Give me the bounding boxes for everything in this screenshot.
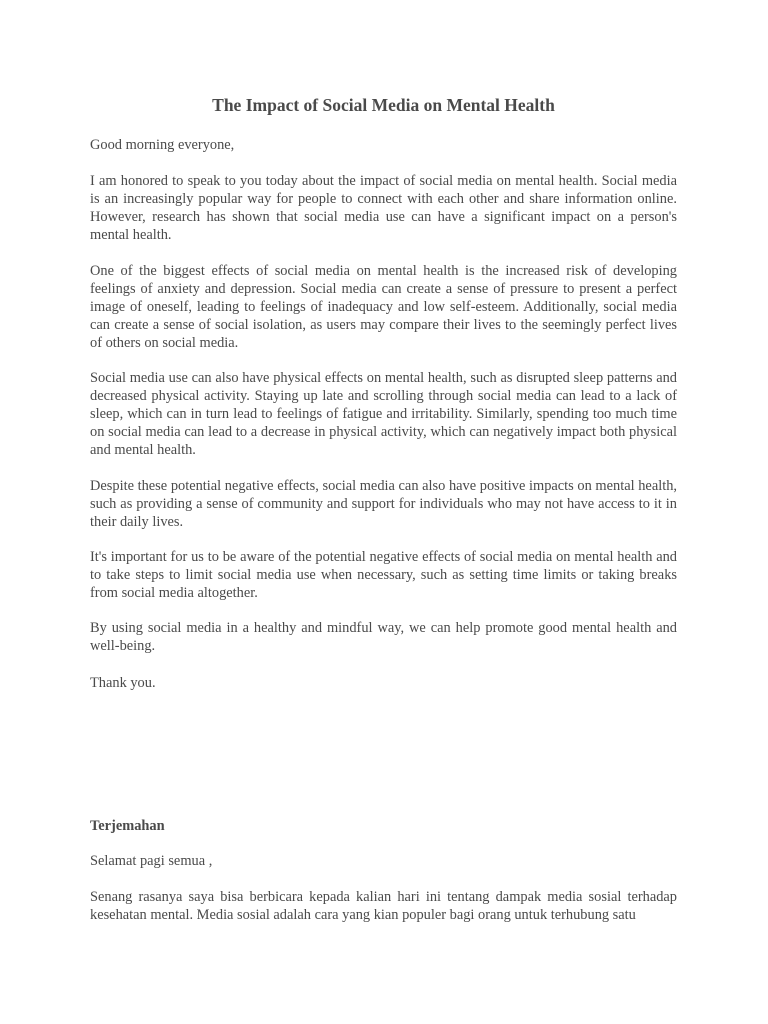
- closing-text: Thank you.: [90, 675, 156, 691]
- paragraph-mindful-use: By using social media in a healthy and mindful way, we can help promote good mental health and well-being.: [90, 620, 677, 654]
- translation-greeting: Selamat pagi semua ,: [90, 853, 213, 869]
- paragraph-awareness: It's important for us to be aware of the potential negative effects of social media on mental health and to take steps to limit social media use when necessary, such as setting time limits or taking breaks from social media altogether.: [90, 549, 677, 601]
- greeting-text: Good morning everyone,: [90, 137, 235, 153]
- paragraph-positive-impacts: Despite these potential negative effects, social media can also have positive impacts on mental health, such as providing a sense of community and support for individuals who may not have access to it in their daily lives.: [90, 478, 677, 530]
- paragraph-anxiety-depression: One of the biggest effects of social media on mental health is the increased risk of developing feelings of anxiety and depression. Social media can create a sense of pressure to present a perfect image of oneself, leading to feelings of inadequacy and low self-esteem. Additionally, social media can create a sense of social isolation, as users may compare their lives to the seemingly perfect lives of others on social media.: [90, 263, 677, 351]
- paragraph-intro: I am honored to speak to you today about the impact of social media on mental health. Social media is an increasingly popular way for people to connect with each other and share information online. However, research has shown that social media use can have a significant impact on a person's mental health.: [90, 173, 677, 243]
- paragraph-physical-effects: Social media use can also have physical effects on mental health, such as disrupted sleep patterns and decreased physical activity. Staying up late and scrolling through social media can lead to a lack of sleep, which can in turn lead to feelings of fatigue and irritability. Similarly, spending too much time on social media can lead to a decrease in physical activity, which can negatively impact both physical and mental health.: [90, 370, 677, 458]
- document-title: The Impact of Social Media on Mental Health: [212, 95, 555, 115]
- translation-paragraph: Senang rasanya saya bisa berbicara kepada kalian hari ini tentang dampak media sosial terhadap kesehatan mental. Media sosial adalah cara yang kian populer bagi orang untuk terhubung satu: [90, 889, 677, 923]
- translation-heading: Terjemahan: [90, 818, 165, 834]
